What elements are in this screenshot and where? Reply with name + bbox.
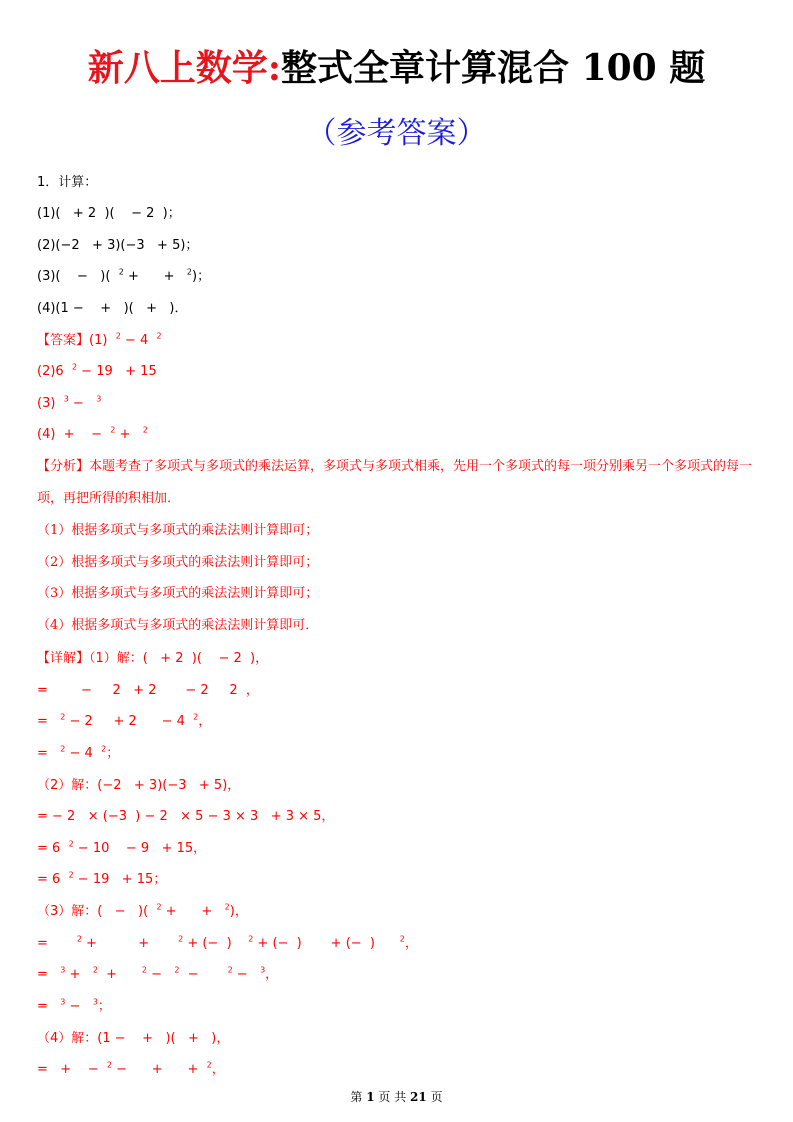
detail-line-4: = $^2$ − 4 $^2$；	[37, 744, 120, 761]
page-subtitle: （参考答案）	[306, 116, 487, 151]
analysis-item-1: （1）根据多项式与多项式的乘法法则计算即可；	[37, 523, 319, 538]
analysis-intro: 【分析】本题考查了多项式与多项式的乘法运算，多项式与多项式相乘，先用一个多项式的每一项分别乘另一个多项式的每一项，再把所得的积相加．	[37, 459, 753, 506]
answer-1: 【答案】(1) $^2$ − 4 $^2$	[37, 331, 162, 348]
page-title	[0, 42, 793, 94]
detail-line-8: = 6 $^2$ − 19 + 15；	[37, 870, 167, 887]
page-number: 1	[366, 1090, 375, 1104]
answer-4: (4) + − $^2$ + $^2$	[37, 425, 148, 442]
page-footer: 第 1 页 共 21 页	[350, 1090, 443, 1104]
detail-line-6: = − 2 × (−3 ) − 2 × 5 − 3 × 3 + 3 × 5，	[37, 809, 335, 824]
analysis-item-2: （2）根据多项式与多项式的乘法法则计算即可；	[37, 555, 319, 570]
detail-line-3: = $^2$ − 2 + 2 − 4 $^2$，	[37, 712, 212, 729]
detail-line-7: = 6 $^2$ − 10 − 9 + 15，	[37, 839, 207, 856]
question-heading: 1．计算：	[37, 175, 98, 190]
title-red-part: 新八上数学:	[87, 47, 282, 89]
answer-3: (3) $^3$ − $^3$	[37, 394, 102, 411]
detail-line-12: = $^3$ − $^3$；	[37, 997, 111, 1014]
detail-line-10: = $^2$ + + $^2$ + (− ) $^2$ + (− ) + (− ) $^2$，	[37, 934, 418, 951]
question-item-1: (1)( + 2 )( − 2 )；	[37, 206, 181, 221]
analysis-item-4: （4）根据多项式与多项式的乘法法则计算即可．	[37, 618, 319, 633]
detail-line-14: = + − $^2$ − + + $^2$，	[37, 1060, 225, 1077]
title-black-part: 整式全章计算混合 100 题	[281, 47, 706, 89]
detail-line-13: （4）解：(1 − + )( + )，	[37, 1031, 230, 1046]
question-item-2: (2)(−2 + 3)(−3 + 5)；	[37, 238, 199, 253]
detail-line-5: （2）解：(−2 + 3)(−3 + 5)，	[37, 778, 241, 793]
question-item-3: (3)( − )( $^2$ + + $^2$)；	[37, 267, 211, 284]
analysis-item-3: （3）根据多项式与多项式的乘法法则计算即可；	[37, 586, 319, 601]
page-total: 21	[410, 1090, 427, 1104]
detail-line-2: = − 2 + 2 − 2 2 ，	[37, 683, 259, 698]
question-item-4: (4)(1 − + )( + )．	[37, 301, 188, 316]
detail-line-1: 【详解】（1）解：( + 2 )( − 2 )，	[37, 651, 269, 666]
detail-line-11: = $^3$ + $^2$ + $^2$ − $^2$ − $^2$ − $^3$，	[37, 965, 279, 982]
detail-line-9: （3）解：( − )( $^2$ + + $^2$)，	[37, 902, 248, 919]
answer-2: (2)6 $^2$ − 19 + 15	[37, 362, 157, 379]
